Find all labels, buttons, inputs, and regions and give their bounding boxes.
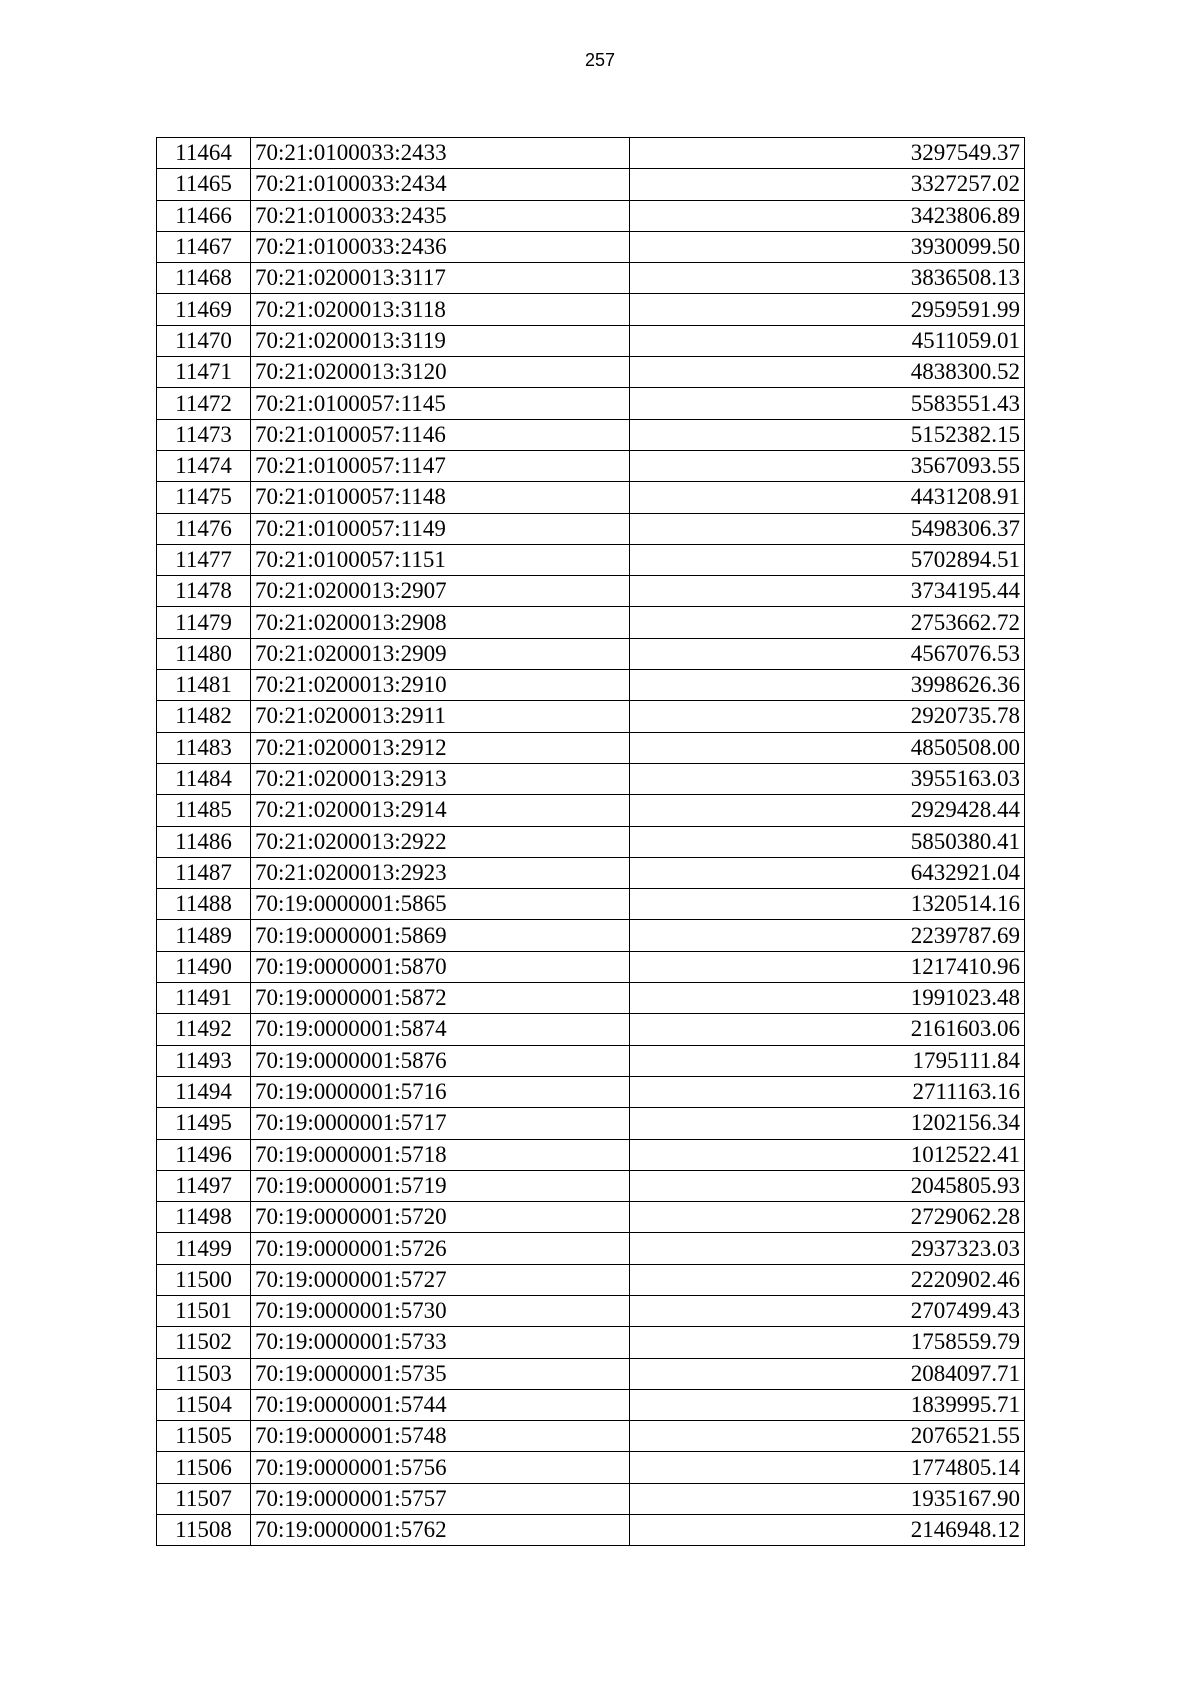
row-number-cell: 11488 xyxy=(157,889,251,920)
table-row xyxy=(157,763,1025,794)
table-row xyxy=(157,263,1025,294)
table-body xyxy=(157,138,1025,1546)
cadastral-number-cell: 70:21:0200013:2912 xyxy=(251,732,630,763)
row-number-cell: 11501 xyxy=(157,1295,251,1326)
table-row xyxy=(157,325,1025,356)
row-number-cell: 11476 xyxy=(157,513,251,544)
value-cell: 4850508.00 xyxy=(630,732,1025,763)
value-cell: 1935167.90 xyxy=(630,1483,1025,1514)
table-row xyxy=(157,1170,1025,1201)
cadastral-number-cell: 70:21:0100033:2436 xyxy=(251,231,630,262)
table-row xyxy=(157,231,1025,262)
row-number-cell: 11482 xyxy=(157,701,251,732)
table-row xyxy=(157,920,1025,951)
cadastral-number-cell: 70:21:0200013:2910 xyxy=(251,670,630,701)
value-cell: 4511059.01 xyxy=(630,325,1025,356)
table-row xyxy=(157,1233,1025,1264)
value-cell: 5702894.51 xyxy=(630,544,1025,575)
value-cell: 4567076.53 xyxy=(630,638,1025,669)
row-number-cell: 11487 xyxy=(157,857,251,888)
value-cell: 2146948.12 xyxy=(630,1515,1025,1546)
cadastral-number-cell: 70:21:0200013:2922 xyxy=(251,826,630,857)
row-number-cell: 11490 xyxy=(157,951,251,982)
table-row xyxy=(157,138,1025,169)
table-row xyxy=(157,1327,1025,1358)
page-number: 257 xyxy=(584,50,616,70)
row-number-cell: 11479 xyxy=(157,607,251,638)
value-cell: 1320514.16 xyxy=(630,889,1025,920)
value-cell: 2161603.06 xyxy=(630,1014,1025,1045)
cadastral-number-cell: 70:21:0200013:2909 xyxy=(251,638,630,669)
cadastral-number-cell: 70:19:0000001:5865 xyxy=(251,889,630,920)
value-cell: 5498306.37 xyxy=(630,513,1025,544)
cadastral-number-cell: 70:19:0000001:5726 xyxy=(251,1233,630,1264)
row-number-cell: 11492 xyxy=(157,1014,251,1045)
value-cell: 6432921.04 xyxy=(630,857,1025,888)
table-row xyxy=(157,419,1025,450)
table-row xyxy=(157,638,1025,669)
value-cell: 2707499.43 xyxy=(630,1295,1025,1326)
cadastral-number-cell: 70:19:0000001:5870 xyxy=(251,951,630,982)
value-cell: 2084097.71 xyxy=(630,1358,1025,1389)
row-number-cell: 11493 xyxy=(157,1045,251,1076)
row-number-cell: 11464 xyxy=(157,138,251,169)
table-row xyxy=(157,983,1025,1014)
cadastral-number-cell: 70:21:0100033:2433 xyxy=(251,138,630,169)
row-number-cell: 11467 xyxy=(157,231,251,262)
row-number-cell: 11478 xyxy=(157,576,251,607)
value-cell: 1217410.96 xyxy=(630,951,1025,982)
cadastral-number-cell: 70:19:0000001:5872 xyxy=(251,983,630,1014)
row-number-cell: 11507 xyxy=(157,1483,251,1514)
value-cell: 3423806.89 xyxy=(630,200,1025,231)
table-row xyxy=(157,1483,1025,1514)
table-row xyxy=(157,1264,1025,1295)
table-row xyxy=(157,732,1025,763)
row-number-cell: 11471 xyxy=(157,357,251,388)
cadastral-number-cell: 70:19:0000001:5730 xyxy=(251,1295,630,1326)
cadastral-number-cell: 70:21:0200013:2913 xyxy=(251,763,630,794)
row-number-cell: 11485 xyxy=(157,795,251,826)
cadastral-number-cell: 70:19:0000001:5735 xyxy=(251,1358,630,1389)
table-row xyxy=(157,544,1025,575)
value-cell: 2045805.93 xyxy=(630,1170,1025,1201)
value-cell: 5850380.41 xyxy=(630,826,1025,857)
cadastral-number-cell: 70:19:0000001:5876 xyxy=(251,1045,630,1076)
table-row xyxy=(157,826,1025,857)
cadastral-number-cell: 70:19:0000001:5869 xyxy=(251,920,630,951)
row-number-cell: 11474 xyxy=(157,450,251,481)
value-cell: 3734195.44 xyxy=(630,576,1025,607)
table-row xyxy=(157,889,1025,920)
row-number-cell: 11486 xyxy=(157,826,251,857)
row-number-cell: 11475 xyxy=(157,482,251,513)
cadastral-number-cell: 70:19:0000001:5720 xyxy=(251,1202,630,1233)
table-row xyxy=(157,857,1025,888)
row-number-cell: 11484 xyxy=(157,763,251,794)
cadastral-number-cell: 70:21:0100033:2435 xyxy=(251,200,630,231)
table-row xyxy=(157,701,1025,732)
row-number-cell: 11483 xyxy=(157,732,251,763)
row-number-cell: 11465 xyxy=(157,169,251,200)
value-cell: 4431208.91 xyxy=(630,482,1025,513)
row-number-cell: 11496 xyxy=(157,1139,251,1170)
table-row xyxy=(157,1389,1025,1420)
row-number-cell: 11491 xyxy=(157,983,251,1014)
value-cell: 2729062.28 xyxy=(630,1202,1025,1233)
row-number-cell: 11473 xyxy=(157,419,251,450)
value-cell: 3836508.13 xyxy=(630,263,1025,294)
table-row xyxy=(157,576,1025,607)
cadastral-number-cell: 70:19:0000001:5757 xyxy=(251,1483,630,1514)
value-cell: 3327257.02 xyxy=(630,169,1025,200)
value-cell: 1012522.41 xyxy=(630,1139,1025,1170)
value-cell: 1758559.79 xyxy=(630,1327,1025,1358)
value-cell: 4838300.52 xyxy=(630,357,1025,388)
value-cell: 2239787.69 xyxy=(630,920,1025,951)
row-number-cell: 11472 xyxy=(157,388,251,419)
value-cell: 1795111.84 xyxy=(630,1045,1025,1076)
value-cell: 3998626.36 xyxy=(630,670,1025,701)
row-number-cell: 11469 xyxy=(157,294,251,325)
value-cell: 2711163.16 xyxy=(630,1076,1025,1107)
cadastral-number-cell: 70:19:0000001:5744 xyxy=(251,1389,630,1420)
row-number-cell: 11494 xyxy=(157,1076,251,1107)
data-table xyxy=(156,137,1025,1546)
cadastral-number-cell: 70:19:0000001:5717 xyxy=(251,1108,630,1139)
row-number-cell: 11502 xyxy=(157,1327,251,1358)
cadastral-number-cell: 70:21:0200013:2907 xyxy=(251,576,630,607)
cadastral-number-cell: 70:19:0000001:5733 xyxy=(251,1327,630,1358)
cadastral-number-cell: 70:21:0100033:2434 xyxy=(251,169,630,200)
cadastral-number-cell: 70:21:0200013:2911 xyxy=(251,701,630,732)
value-cell: 3567093.55 xyxy=(630,450,1025,481)
cadastral-number-cell: 70:19:0000001:5727 xyxy=(251,1264,630,1295)
table-row xyxy=(157,1139,1025,1170)
row-number-cell: 11498 xyxy=(157,1202,251,1233)
value-cell: 2959591.99 xyxy=(630,294,1025,325)
value-cell: 2076521.55 xyxy=(630,1421,1025,1452)
cadastral-number-cell: 70:19:0000001:5719 xyxy=(251,1170,630,1201)
table-row xyxy=(157,169,1025,200)
value-cell: 2920735.78 xyxy=(630,701,1025,732)
table-row xyxy=(157,388,1025,419)
table-row xyxy=(157,357,1025,388)
row-number-cell: 11499 xyxy=(157,1233,251,1264)
row-number-cell: 11481 xyxy=(157,670,251,701)
cadastral-number-cell: 70:21:0200013:3117 xyxy=(251,263,630,294)
row-number-cell: 11468 xyxy=(157,263,251,294)
table-row xyxy=(157,1014,1025,1045)
cadastral-number-cell: 70:21:0100057:1145 xyxy=(251,388,630,419)
value-cell: 1202156.34 xyxy=(630,1108,1025,1139)
value-cell: 5152382.15 xyxy=(630,419,1025,450)
table-row xyxy=(157,482,1025,513)
table-row xyxy=(157,1108,1025,1139)
value-cell: 3297549.37 xyxy=(630,138,1025,169)
table-row xyxy=(157,1452,1025,1483)
value-cell: 1839995.71 xyxy=(630,1389,1025,1420)
row-number-cell: 11489 xyxy=(157,920,251,951)
cadastral-number-cell: 70:21:0100057:1148 xyxy=(251,482,630,513)
cadastral-number-cell: 70:21:0200013:2923 xyxy=(251,857,630,888)
table-row xyxy=(157,513,1025,544)
row-number-cell: 11508 xyxy=(157,1515,251,1546)
table-row xyxy=(157,1421,1025,1452)
value-cell: 2753662.72 xyxy=(630,607,1025,638)
table-row xyxy=(157,1295,1025,1326)
table-row xyxy=(157,294,1025,325)
cadastral-number-cell: 70:19:0000001:5756 xyxy=(251,1452,630,1483)
table-row xyxy=(157,1515,1025,1546)
row-number-cell: 11495 xyxy=(157,1108,251,1139)
row-number-cell: 11466 xyxy=(157,200,251,231)
table-row xyxy=(157,607,1025,638)
cadastral-number-cell: 70:21:0100057:1151 xyxy=(251,544,630,575)
cadastral-number-cell: 70:21:0200013:3119 xyxy=(251,325,630,356)
value-cell: 2929428.44 xyxy=(630,795,1025,826)
cadastral-number-cell: 70:21:0200013:2914 xyxy=(251,795,630,826)
cadastral-number-cell: 70:21:0100057:1149 xyxy=(251,513,630,544)
cadastral-number-cell: 70:21:0200013:3118 xyxy=(251,294,630,325)
row-number-cell: 11470 xyxy=(157,325,251,356)
table-row xyxy=(157,670,1025,701)
cadastral-number-cell: 70:21:0200013:2908 xyxy=(251,607,630,638)
cadastral-number-cell: 70:21:0100057:1146 xyxy=(251,419,630,450)
row-number-cell: 11503 xyxy=(157,1358,251,1389)
row-number-cell: 11506 xyxy=(157,1452,251,1483)
table-row xyxy=(157,1202,1025,1233)
row-number-cell: 11505 xyxy=(157,1421,251,1452)
table-row xyxy=(157,1358,1025,1389)
value-cell: 3930099.50 xyxy=(630,231,1025,262)
value-cell: 1774805.14 xyxy=(630,1452,1025,1483)
cadastral-number-cell: 70:21:0200013:3120 xyxy=(251,357,630,388)
value-cell: 2937323.03 xyxy=(630,1233,1025,1264)
table-row xyxy=(157,951,1025,982)
row-number-cell: 11477 xyxy=(157,544,251,575)
row-number-cell: 11497 xyxy=(157,1170,251,1201)
value-cell: 5583551.43 xyxy=(630,388,1025,419)
cadastral-number-cell: 70:21:0100057:1147 xyxy=(251,450,630,481)
cadastral-number-cell: 70:19:0000001:5716 xyxy=(251,1076,630,1107)
table-row xyxy=(157,795,1025,826)
value-cell: 3955163.03 xyxy=(630,763,1025,794)
table-row xyxy=(157,1076,1025,1107)
cadastral-number-cell: 70:19:0000001:5718 xyxy=(251,1139,630,1170)
row-number-cell: 11480 xyxy=(157,638,251,669)
row-number-cell: 11504 xyxy=(157,1389,251,1420)
row-number-cell: 11500 xyxy=(157,1264,251,1295)
table-row xyxy=(157,1045,1025,1076)
value-cell: 1991023.48 xyxy=(630,983,1025,1014)
cadastral-number-cell: 70:19:0000001:5874 xyxy=(251,1014,630,1045)
cadastral-number-cell: 70:19:0000001:5762 xyxy=(251,1515,630,1546)
value-cell: 2220902.46 xyxy=(630,1264,1025,1295)
table-row xyxy=(157,200,1025,231)
cadastral-number-cell: 70:19:0000001:5748 xyxy=(251,1421,630,1452)
table-row xyxy=(157,450,1025,481)
